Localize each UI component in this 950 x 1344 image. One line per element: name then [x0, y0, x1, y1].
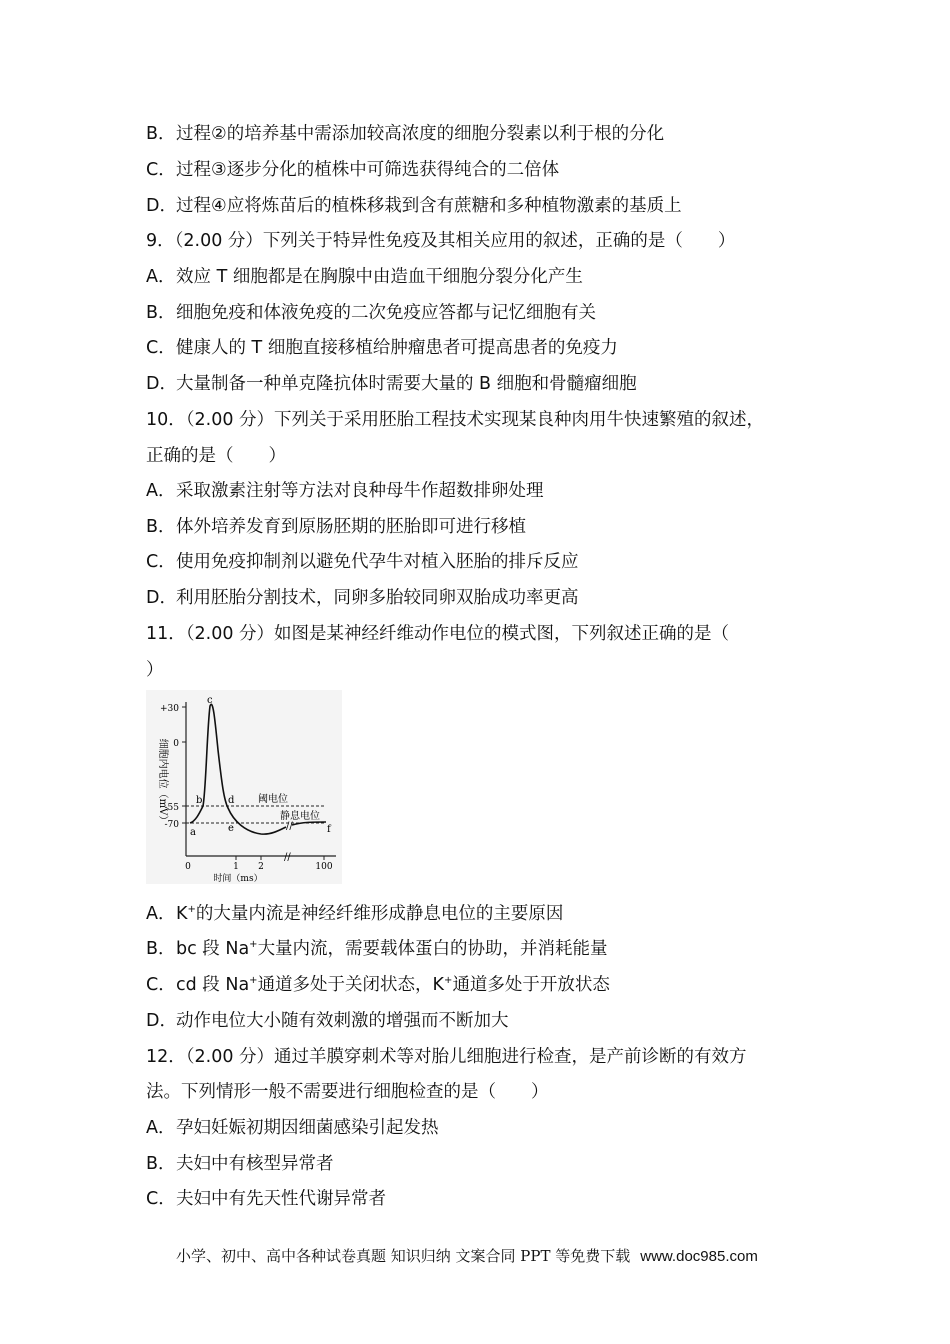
x-tick-label: 100 [315, 862, 333, 872]
point-e-label: e [228, 823, 234, 834]
option-11-a: A．K+的大量内流是神经纤维形成静息电位的主要原因 [146, 904, 564, 924]
action-potential-figure [146, 690, 342, 884]
footer-text: 小学、初中、高中各种试卷真题 知识归纳 文案合同 PPT 等免费下载 [176, 1247, 631, 1265]
option-10-c: C．使用免疫抑制剂以避免代孕牛对植入胚胎的排斥反应 [146, 552, 579, 572]
option-10-d: D．利用胚胎分割技术，同卵多胎较同卵双胎成功率更高 [146, 588, 579, 608]
option-8-c: C．过程③逐步分化的植株中可筛选获得纯合的二倍体 [146, 160, 560, 180]
option-12-c: C．夫妇中有先天性代谢异常者 [146, 1189, 386, 1209]
option-9-d: D．大量制备一种单克隆抗体时需要大量的 B 细胞和骨髓瘤细胞 [146, 374, 637, 394]
question-12-stem-cont: 法。下列情形一般不需要进行细胞检查的是（ ） [146, 1082, 549, 1102]
question-10-stem-cont: 正确的是（ ） [146, 446, 286, 466]
x-tick-label: 2 [258, 862, 264, 872]
question-11-stem: 11．（2.00 分）如图是某神经纤维动作电位的模式图，下列叙述正确的是（ [146, 624, 730, 644]
point-d-label: d [228, 795, 235, 806]
point-a-label: a [190, 827, 196, 838]
option-10-a: A．采取激素注射等方法对良种母牛作超数排卵处理 [146, 481, 544, 501]
option-9-a: A．效应 T 细胞都是在胸腺中由造血干细胞分裂分化产生 [146, 267, 583, 287]
threshold-label: 阈电位 [258, 794, 288, 805]
footer-url[interactable]: www.doc985.com [640, 1248, 758, 1265]
x-tick-label: 1 [233, 862, 239, 872]
option-10-b: B．体外培养发育到原肠胚期的胚胎即可进行移植 [146, 517, 526, 537]
option-11-c: C．cd 段 Na+通道多处于关闭状态，K+通道多处于开放状态 [146, 975, 610, 995]
curve-break-mark: // [286, 821, 293, 832]
figure-background [146, 690, 342, 884]
x-axis-title: 时间（ms） [213, 874, 263, 884]
x-tick-label: 0 [185, 862, 191, 872]
y-tick-label: -70 [164, 820, 179, 830]
point-b-label: b [196, 795, 203, 806]
axis-break-mark: // [284, 852, 291, 863]
option-8-b: B．过程②的培养基中需添加较高浓度的细胞分裂素以利于根的分化 [146, 124, 665, 144]
option-11-b: B．bc 段 Na+大量内流，需要载体蛋白的协助，并消耗能量 [146, 939, 608, 959]
y-tick-label: +30 [160, 704, 179, 714]
question-10-stem: 10．（2.00 分）下列关于采用胚胎工程技术实现某良种肉用牛快速繁殖的叙述， [146, 410, 765, 430]
point-f-label: f [327, 824, 331, 835]
page-footer [176, 1245, 758, 1266]
question-11-stem-cont: ） [146, 660, 164, 680]
option-8-d: D．过程④应将炼苗后的植株移栽到含有蔗糖和多种植物激素的基质上 [146, 196, 682, 216]
y-tick-label: -55 [164, 803, 179, 813]
option-9-b: B．细胞免疫和体液免疫的二次免疫应答都与记忆细胞有关 [146, 303, 596, 323]
question-9-stem: 9．（2.00 分）下列关于特异性免疫及其相关应用的叙述，正确的是（ ） [146, 231, 736, 251]
option-12-a: A．孕妇妊娠初期因细菌感染引起发热 [146, 1118, 439, 1138]
y-axis-title: 细胞内电位（mV） [157, 738, 168, 826]
option-11-d: D．动作电位大小随有效刺激的增强而不断加大 [146, 1011, 509, 1031]
point-c-label: c [207, 695, 213, 706]
resting-label: 静息电位 [280, 811, 320, 822]
question-12-stem: 12．（2.00 分）通过羊膜穿刺术等对胎儿细胞进行检查，是产前诊断的有效方 [146, 1047, 747, 1067]
option-12-b: B．夫妇中有核型异常者 [146, 1154, 334, 1174]
option-9-c: C．健康人的 T 细胞直接移植给肿瘤患者可提高患者的免疫力 [146, 338, 618, 358]
y-tick-label: 0 [173, 739, 179, 749]
